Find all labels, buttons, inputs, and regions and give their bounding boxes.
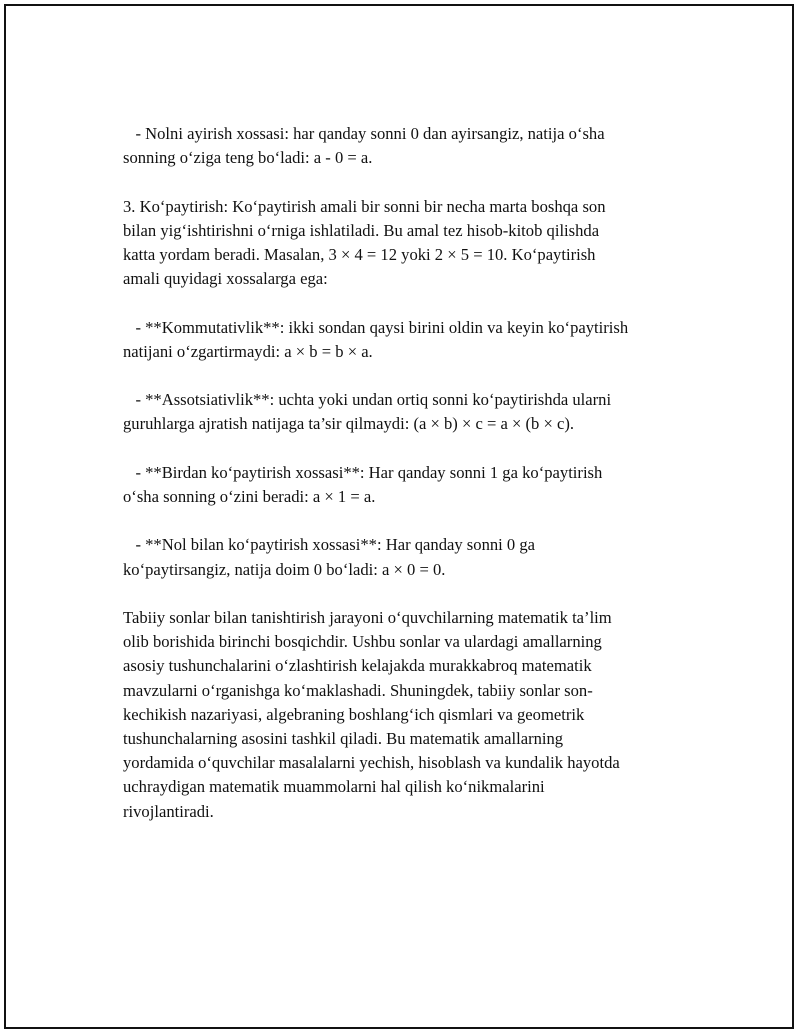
paragraph-kommutativlik: - **Kommutativlik**: ikki sondan qaysi birini oldin va keyin ko‘paytirish natijani o‘zgartirmaydi: a × b = b × a. xyxy=(123,317,629,361)
document-body xyxy=(123,122,703,848)
paragraph-tabiiy-sonlar: Tabiiy sonlar bilan tanishtirish jarayoni o‘quvchilarning matematik ta’lim olib borishida birinchi bosqichdir. Ushbu sonlar va ulardagi amallarning asosiy tushunchalarini o‘zlashtirish kelajakda murakkabroq matematik mavzularni o‘rganishga ko‘maklashadi. Shuningdek, tabiiy sonlar son- kechikish nazariyasi, algebraning boshlang‘ich qismlari va geometrik tushunchalarning asosini tashkil qiladi. Bu matematik amallarning yordamida o‘quvchilar masalalarni yechish, hisoblash va kundalik hayotda uchraydigan matematik muammolarni hal qilish ko‘nikmalarini rivojlantiradi. xyxy=(123,607,620,821)
paragraph-nolni-ayirish: - Nolni ayirish xossasi: har qanday sonni 0 dan ayirsangiz, natija o‘sha sonning o‘ziga teng bo‘ladi: a - 0 = a. xyxy=(123,124,605,168)
paragraph-birdan-kopaytirish: - **Birdan ko‘paytirish xossasi**: Har qanday sonni 1 ga ko‘paytirish o‘sha sonning o‘zini beradi: a × 1 = a. xyxy=(123,462,603,506)
page-frame xyxy=(4,4,794,1029)
paragraph-kopaytirish: 3. Ko‘paytirish: Ko‘paytirish amali bir sonni bir necha marta boshqa son bilan yig‘ishtirishni o‘rniga ishlatiladi. Bu amal tez hisob-kitob qilishda katta yordam beradi. Masalan, 3 × 4 = 12 yoki 2 × 5 = 10. Ko‘paytirish amali quyidagi xossalarga ega: xyxy=(123,196,606,289)
paragraph-assotsiativlik: - **Assotsiativlik**: uchta yoki undan ortiq sonni ko‘paytirishda ularni guruhlarga ajratish natijaga ta’sir qilmaydi: (a × b) × c = a × (b × c). xyxy=(123,390,612,434)
paragraph-nol-bilan-kopaytirish: - **Nol bilan ko‘paytirish xossasi**: Har qanday sonni 0 ga ko‘paytirsangiz, natija doim 0 bo‘ladi: a × 0 = 0. xyxy=(123,535,536,579)
